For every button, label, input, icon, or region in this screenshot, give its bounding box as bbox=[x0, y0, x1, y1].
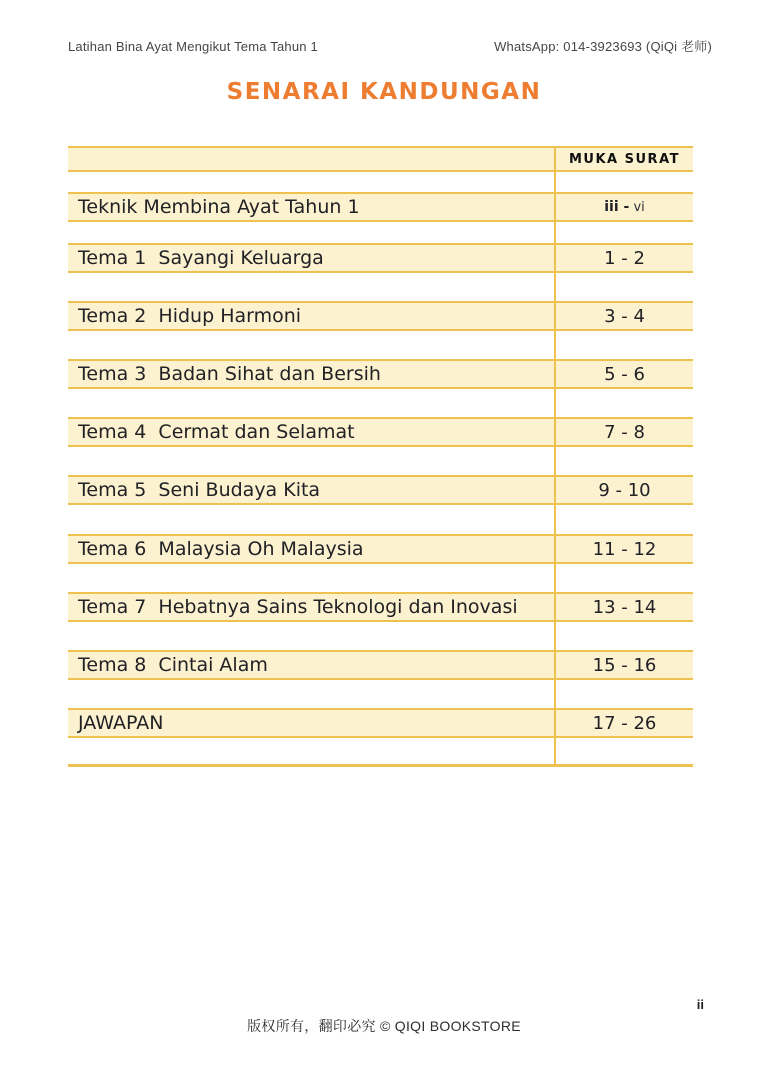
toc-row-pages-main: 3 - 4 bbox=[604, 305, 645, 327]
spacer-label-cell bbox=[68, 222, 556, 243]
spacer-label-cell bbox=[68, 680, 556, 708]
toc-row-label: Tema 4 Cermat dan Selamat bbox=[68, 419, 556, 445]
spacer-label-cell bbox=[68, 738, 556, 764]
spacer-pages-cell bbox=[556, 738, 693, 764]
toc-row-label: Tema 2 Hidup Harmoni bbox=[68, 303, 556, 329]
spacer-pages-cell bbox=[556, 564, 693, 592]
spacer-pages-cell bbox=[556, 680, 693, 708]
toc-row-pages bbox=[556, 536, 693, 562]
toc-header-pages-cell: MUKA SURAT bbox=[568, 151, 680, 167]
toc-row-pages-main: 7 - 8 bbox=[604, 421, 645, 443]
toc-spacer-row bbox=[68, 564, 693, 592]
page-title: SENARAI KANDUNGAN bbox=[226, 79, 542, 105]
spacer-pages-cell bbox=[556, 505, 693, 534]
toc-spacer-row bbox=[68, 505, 693, 534]
spacer-pages-cell bbox=[556, 172, 693, 192]
spacer-label-cell bbox=[68, 505, 556, 534]
toc-row-pages-main: 13 - 14 bbox=[592, 596, 657, 618]
toc-row bbox=[68, 359, 693, 389]
toc-row-label: Tema 5 Seni Budaya Kita bbox=[68, 477, 556, 503]
spacer-label-cell bbox=[68, 447, 556, 475]
footer-page-number: ii bbox=[696, 997, 704, 1012]
toc-row bbox=[68, 592, 693, 622]
toc-row bbox=[68, 192, 693, 222]
toc-row-label: Tema 7 Hebatnya Sains Teknologi dan Inovasi bbox=[68, 594, 556, 620]
spacer-label-cell bbox=[68, 389, 556, 417]
toc-row-pages-main: 9 - 10 bbox=[598, 479, 651, 501]
spacer-pages-cell bbox=[556, 273, 693, 301]
footer-copyright: 版权所有，翻印必究 © QIQI BOOKSTORE bbox=[247, 1018, 521, 1034]
toc-spacer-row bbox=[68, 622, 693, 650]
toc-row-pages-alt: vi bbox=[629, 199, 645, 215]
toc-row-pages bbox=[556, 361, 693, 387]
toc-row-pages bbox=[556, 594, 693, 620]
toc-spacer-row bbox=[68, 738, 693, 764]
spacer-label-cell bbox=[68, 564, 556, 592]
toc-row bbox=[68, 417, 693, 447]
toc-row-pages-main: 1 - 2 bbox=[604, 247, 645, 269]
toc-spacer-row bbox=[68, 222, 693, 243]
toc-header-empty-cell bbox=[68, 148, 556, 170]
toc-row-pages bbox=[556, 303, 693, 329]
spacer-pages-cell bbox=[556, 331, 693, 359]
toc-table-body bbox=[68, 172, 693, 764]
toc-row bbox=[68, 243, 693, 273]
spacer-label-cell bbox=[68, 331, 556, 359]
toc-row bbox=[68, 301, 693, 331]
toc-row-pages-main: 11 - 12 bbox=[592, 538, 657, 560]
toc-spacer-row bbox=[68, 172, 693, 192]
toc-row-pages-main: 15 - 16 bbox=[592, 654, 657, 676]
toc-table bbox=[68, 146, 693, 767]
header-right-text: WhatsApp: 014-3923693 (QiQi 老师) bbox=[494, 39, 712, 54]
toc-row bbox=[68, 650, 693, 680]
spacer-label-cell bbox=[68, 622, 556, 650]
spacer-label-cell bbox=[68, 273, 556, 301]
spacer-pages-cell bbox=[556, 447, 693, 475]
toc-header-row bbox=[68, 146, 693, 172]
toc-row-label: Tema 6 Malaysia Oh Malaysia bbox=[68, 536, 556, 562]
table-bottom-border bbox=[68, 764, 693, 767]
toc-row bbox=[68, 534, 693, 564]
header-left-text: Latihan Bina Ayat Mengikut Tema Tahun 1 bbox=[68, 39, 318, 54]
spacer-pages-cell bbox=[556, 222, 693, 243]
toc-row-label: Teknik Membina Ayat Tahun 1 bbox=[68, 194, 556, 220]
toc-row-pages bbox=[556, 477, 693, 503]
toc-row-pages bbox=[556, 652, 693, 678]
toc-row-pages bbox=[556, 245, 693, 271]
toc-row-pages-main: iii - bbox=[604, 199, 630, 215]
spacer-pages-cell bbox=[556, 622, 693, 650]
toc-row-label: Tema 1 Sayangi Keluarga bbox=[68, 245, 556, 271]
toc-spacer-row bbox=[68, 273, 693, 301]
toc-row-pages-main: 17 - 26 bbox=[592, 712, 657, 734]
toc-row-pages bbox=[556, 710, 693, 736]
toc-spacer-row bbox=[68, 331, 693, 359]
toc-spacer-row bbox=[68, 680, 693, 708]
spacer-pages-cell bbox=[556, 389, 693, 417]
toc-row-label: Tema 3 Badan Sihat dan Bersih bbox=[68, 361, 556, 387]
toc-spacer-row bbox=[68, 447, 693, 475]
toc-row-pages-main: 5 - 6 bbox=[604, 363, 645, 385]
toc-row-pages bbox=[556, 419, 693, 445]
toc-row-label: Tema 8 Cintai Alam bbox=[68, 652, 556, 678]
toc-row-pages bbox=[556, 194, 693, 220]
toc-spacer-row bbox=[68, 389, 693, 417]
toc-row bbox=[68, 475, 693, 505]
spacer-label-cell bbox=[68, 172, 556, 192]
toc-row-label: JAWAPAN bbox=[68, 710, 556, 736]
page-header bbox=[68, 36, 712, 55]
toc-row bbox=[68, 708, 693, 738]
